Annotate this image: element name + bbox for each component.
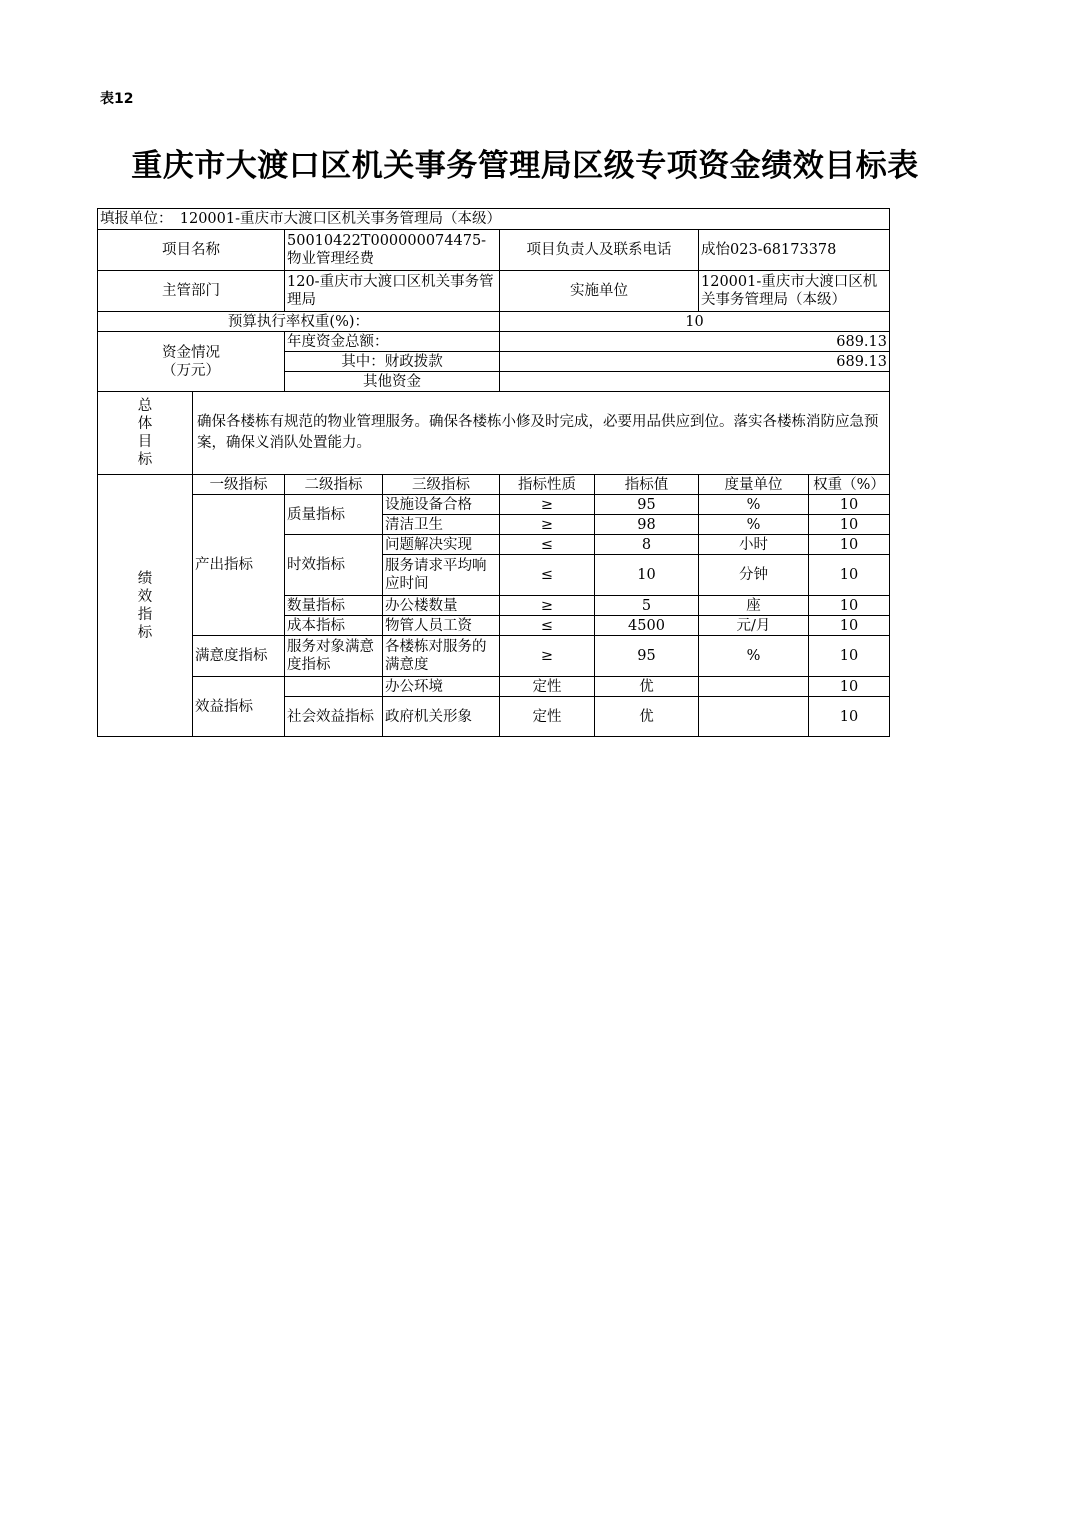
indicators-label-char: 指 [137,606,153,623]
col-level2: 二级指标 [285,475,383,495]
indicator-nature: ≥ [500,596,595,616]
indicator-nature: ≥ [500,515,595,535]
indicator-unit: 座 [699,596,809,616]
level3-name: 办公楼数量 [383,596,500,616]
col-level3: 三级指标 [383,475,500,495]
table-row [98,636,890,677]
indicator-nature: ≤ [500,535,595,555]
funds-label-line1: 资金情况 [162,344,220,361]
indicator-unit: % [699,636,809,677]
indicators-label-char: 标 [137,624,153,641]
indicator-nature: 定性 [500,677,595,697]
indicator-unit: 分钟 [699,555,809,596]
indicator-weight: 10 [809,677,890,697]
indicator-value: 优 [595,677,699,697]
level2-timeliness: 时效指标 [285,535,383,596]
funds-label-line2: （万元） [162,362,220,379]
dept-label: 主管部门 [98,271,285,312]
annual-total-value: 689.13 [500,332,890,352]
goal-label-char: 标 [137,452,153,468]
funds-label [98,332,285,392]
indicator-unit: 元/月 [699,616,809,636]
indicator-unit: % [699,495,809,515]
indicator-nature: ≥ [500,495,595,515]
indicator-weight: 10 [809,636,890,677]
goal-label-char: 目 [137,434,153,450]
fill-unit: 填报单位： 120001-重庆市大渡口区机关事务管理局（本级） [98,209,890,230]
fiscal-label: 其中：财政拨款 [285,352,500,372]
annual-total-label: 年度资金总额： [285,332,500,352]
level3-name: 各楼栋对服务的满意度 [383,636,500,677]
level1-output: 产出指标 [193,495,285,636]
level3-name: 服务请求平均响应时间 [383,555,500,596]
level3-name: 政府机关形象 [383,697,500,737]
other-funds-label: 其他资金 [285,372,500,392]
indicator-value: 5 [595,596,699,616]
indicator-weight: 10 [809,495,890,515]
indicator-weight: 10 [809,616,890,636]
indicator-weight: 10 [809,596,890,616]
col-unit: 度量单位 [699,475,809,495]
level2-empty [285,677,383,697]
level3-name: 设施设备合格 [383,495,500,515]
indicator-weight: 10 [809,535,890,555]
other-funds-value [500,372,890,392]
level2-quantity: 数量指标 [285,596,383,616]
level1-benefit: 效益指标 [193,677,285,737]
indicator-value: 95 [595,636,699,677]
dept-value: 120-重庆市大渡口区机关事务管理局 [285,271,500,312]
project-name-label: 项目名称 [98,230,285,271]
indicator-nature: ≥ [500,636,595,677]
budget-weight-value: 10 [500,312,890,332]
goal-label-char: 总 [137,398,153,414]
indicator-value: 95 [595,495,699,515]
indicator-value: 优 [595,697,699,737]
project-name-value: 50010422T000000074475-物业管理经费 [285,230,500,271]
col-weight: 权重（%） [809,475,890,495]
indicator-unit: 小时 [699,535,809,555]
indicator-weight: 10 [809,515,890,535]
col-value: 指标值 [595,475,699,495]
col-level1: 一级指标 [193,475,285,495]
fiscal-value: 689.13 [500,352,890,372]
impl-value: 120001-重庆市大渡口区机关事务管理局（本级） [699,271,890,312]
indicator-unit [699,677,809,697]
level3-name: 物管人员工资 [383,616,500,636]
indicators-label [98,475,193,737]
goal-label [98,392,193,475]
performance-target-table [97,208,890,737]
indicator-header-row [98,475,890,495]
indicator-weight: 10 [809,555,890,596]
contact-value: 成怡023-68173378 [699,230,890,271]
level2-social-benefit: 社会效益指标 [285,697,383,737]
budget-weight-label: 预算执行率权重(%)： [98,312,500,332]
table-number: 表12 [100,91,134,107]
table-row [98,495,890,515]
level1-satisfaction: 满意度指标 [193,636,285,677]
level2-cost: 成本指标 [285,616,383,636]
level3-name: 办公环境 [383,677,500,697]
level2-quality: 质量指标 [285,495,383,535]
indicator-nature: 定性 [500,697,595,737]
table-row [98,677,890,697]
indicator-value: 10 [595,555,699,596]
goal-text: 确保各楼栋有规范的物业管理服务。确保各楼栋小修及时完成，必要用品供应到位。落实各楼栋消防应急预案，确保义消队处置能力。 [193,392,890,475]
indicator-value: 8 [595,535,699,555]
indicator-value: 98 [595,515,699,535]
col-nature: 指标性质 [500,475,595,495]
goal-label-char: 体 [137,416,153,432]
indicator-nature: ≤ [500,555,595,596]
indicator-unit [699,697,809,737]
indicator-weight: 10 [809,697,890,737]
indicators-label-char: 效 [137,588,153,605]
page-title: 重庆市大渡口区机关事务管理局区级专项资金绩效目标表 [131,148,919,184]
indicators-label-char: 绩 [137,570,153,587]
level2-satisfaction: 服务对象满意度指标 [285,636,383,677]
level3-name: 问题解决实现 [383,535,500,555]
level3-name: 清洁卫生 [383,515,500,535]
indicator-value: 4500 [595,616,699,636]
indicator-unit: % [699,515,809,535]
contact-label: 项目负责人及联系电话 [500,230,699,271]
impl-label: 实施单位 [500,271,699,312]
indicator-nature: ≤ [500,616,595,636]
